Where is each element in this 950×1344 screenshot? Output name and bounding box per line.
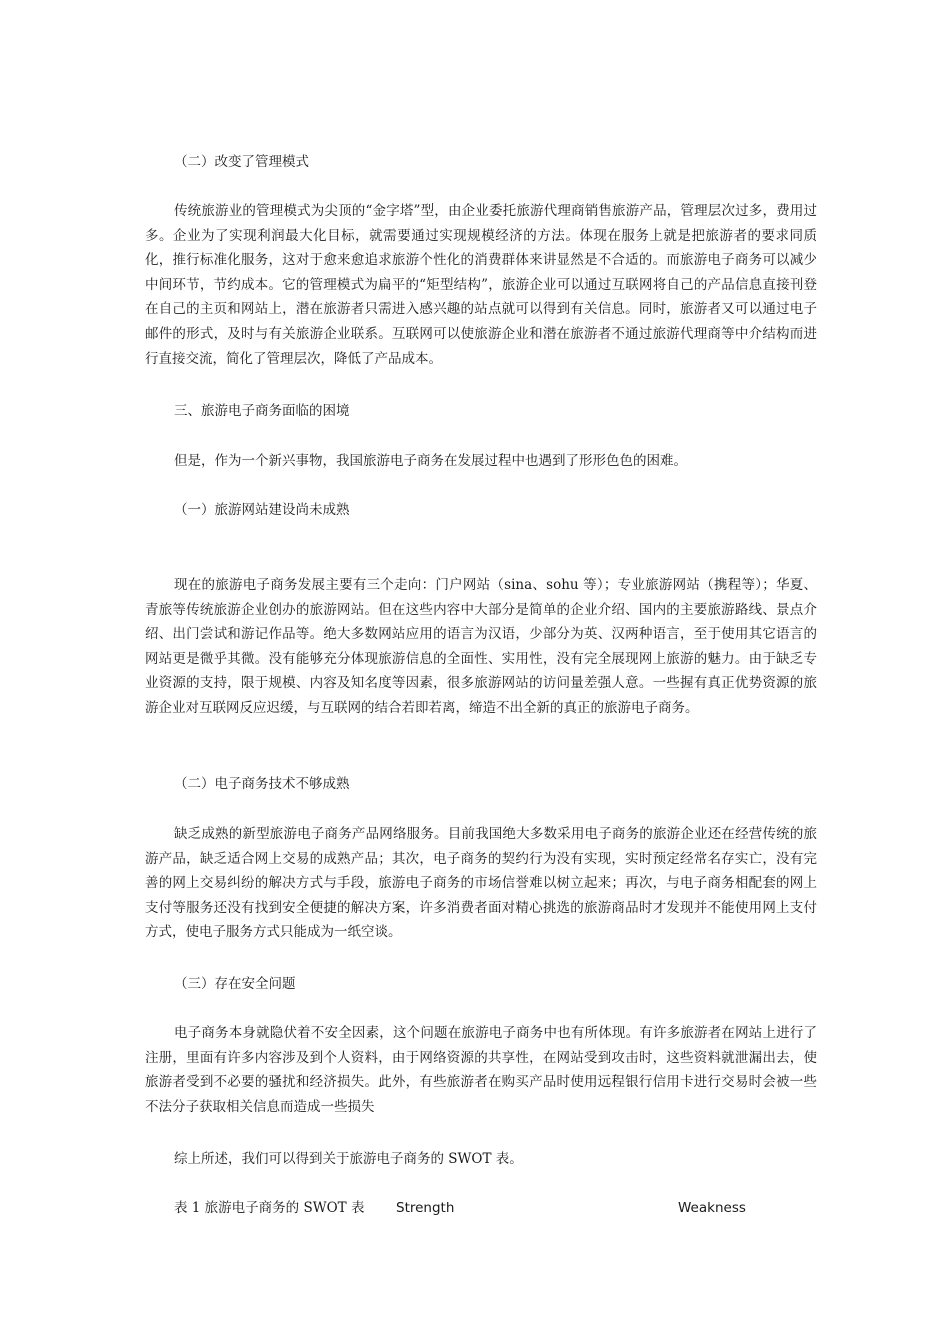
section-heading-technology: （二）电子商务技术不够成熟 (174, 776, 350, 792)
section-heading-difficulty: 三、旅游电子商务面临的困境 (174, 403, 350, 419)
swot-column-weakness: Weakness (678, 1200, 746, 1216)
table-caption: 表 1 旅游电子商务的 SWOT 表 (174, 1200, 365, 1216)
paragraph-management: 传统旅游业的管理模式为尖顶的“金字塔”型，由企业委托旅游代理商销售旅游产品，管理层次过多，费用过多。企业为了实现利润最大化目标，就需要通过实现规模经济的方法。体现在服务上就是把旅游者的要求同质化，推行标准化服务，这对于愈来愈追求旅游个性化的消费群体来讲显然是不合适的。而旅游电子商务可以减少中间环节，节约成本。它的管理模式为扁平的“矩型结构”，旅游企业可以通过互联网将自己的产品信息直接刊登在自己的主页和网站上，潜在旅游者只需进入感兴趣的站点就可以得到有关信息。同时，旅游者又可以通过电子邮件的形式，及时与有关旅游企业联系。互联网可以使旅游企业和潜在旅游者不通过旅游代理商等中介结构而进行直接交流，简化了管理层次，降低了产品成本。 (145, 203, 817, 367)
paragraph-difficulty-intro: 但是，作为一个新兴事物，我国旅游电子商务在发展过程中也遇到了形形色色的困难。 (174, 453, 687, 469)
section-heading-security: （三）存在安全问题 (174, 976, 296, 992)
paragraph-website: 现在的旅游电子商务发展主要有三个走向：门户网站（sina、sohu 等）；专业旅游网站（携程等）；华夏、青旅等传统旅游企业创办的旅游网站。但在这些内容中大部分是简单的企业介绍、国内的主要旅游路线、景点介绍、出门尝试和游记作品等。绝大多数网站应用的语言为汉语，少部分为英、汉两种语言，至于使用其它语言的网站更是微乎其微。没有能够充分体现旅游信息的全面性、实用性，没有完全展现网上旅游的魅力。由于缺乏专业资源的支持，限于规模、内容及知名度等因素，很多旅游网站的访问量差强人意。一些握有真正优势资源的旅游企业对互联网反应迟缓，与互联网的结合若即若离，缔造不出全新的真正的旅游电子商务。 (145, 577, 817, 716)
section-heading-management: （二）改变了管理模式 (174, 154, 309, 170)
paragraph-technology: 缺乏成熟的新型旅游电子商务产品网络服务。目前我国绝大多数采用电子商务的旅游企业还在经营传统的旅游产品，缺乏适合网上交易的成熟产品；其次，电子商务的契约行为没有实现，实时预定经常名存实亡，没有完善的网上交易纠纷的解决方式与手段，旅游电子商务的市场信誉难以树立起来；再次，与电子商务相配套的网上支付等服务还没有找到安全便捷的解决方案，许多消费者面对精心挑选的旅游商品时才发现并不能使用网上支付方式，使电子服务方式只能成为一纸空谈。 (145, 826, 817, 941)
swot-table-header (174, 1198, 794, 1218)
swot-column-strength: Strength (396, 1200, 455, 1216)
paragraph-security: 电子商务本身就隐伏着不安全因素，这个问题在旅游电子商务中也有所体现。有许多旅游者在网站上进行了注册，里面有许多内容涉及到个人资料，由于网络资源的共享性，在网站受到攻击时，这些资料就泄漏出去，使旅游者受到不必要的骚扰和经济损失。此外，有些旅游者在购买产品时使用远程银行信用卡进行交易时会被一些不法分子获取相关信息而造成一些损失 (145, 1025, 817, 1115)
section-heading-website: （一）旅游网站建设尚未成熟 (174, 502, 350, 518)
paragraph-summary: 综上所述，我们可以得到关于旅游电子商务的 SWOT 表。 (174, 1151, 523, 1167)
